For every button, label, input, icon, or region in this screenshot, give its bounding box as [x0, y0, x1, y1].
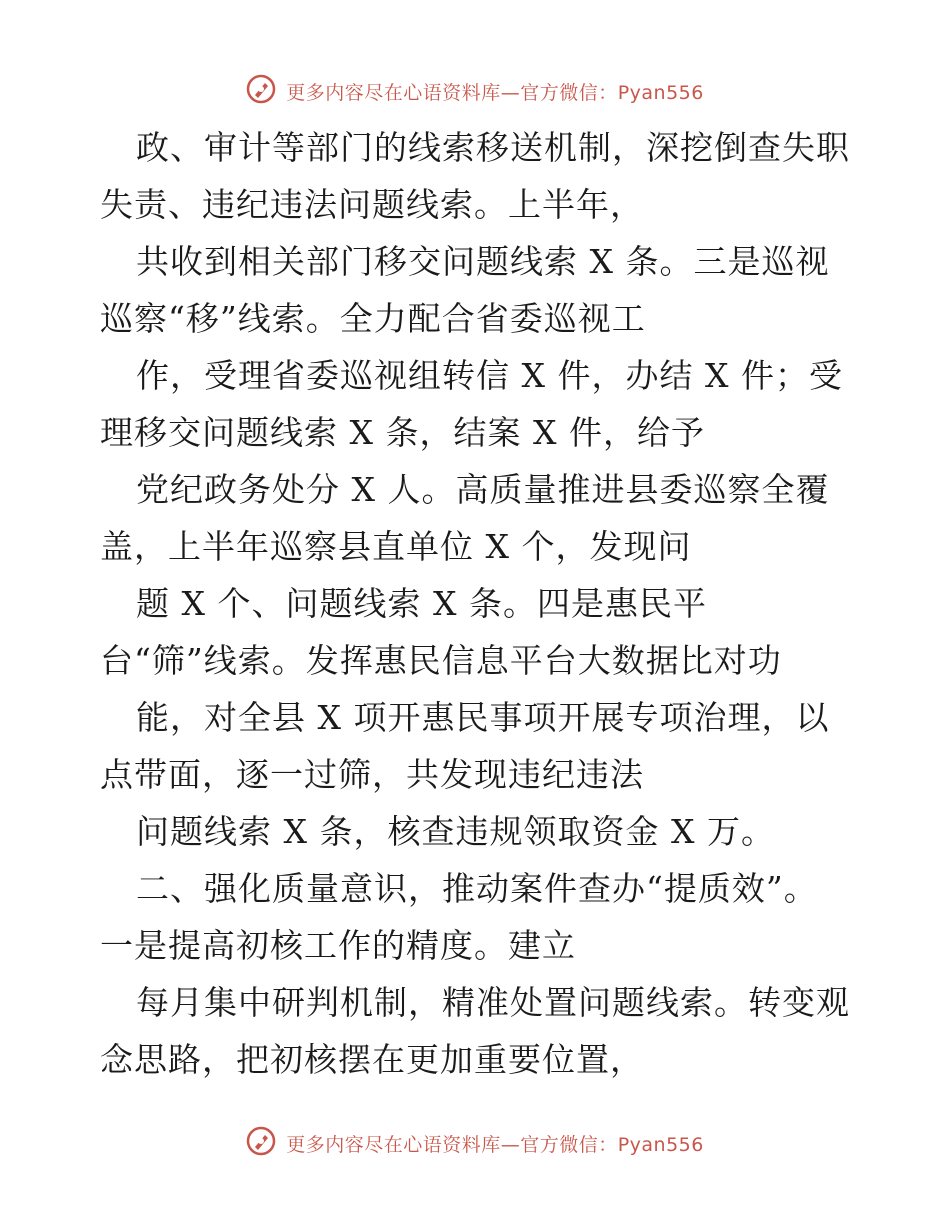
text-line: 每月集中研判机制，精准处置问题线索。转变观: [136, 983, 850, 1022]
text-line: 共收到相关部门移交问题线索 X 条。三是巡视: [136, 242, 830, 281]
text-line: 题 X 个、问题线索 X 条。四是惠民平: [136, 584, 707, 623]
header-watermark-text: 更多内容尽在心语资料库—官方微信：Pyan556: [286, 82, 704, 104]
text-line: 念思路，把初核摆在更加重要位置，: [100, 1040, 644, 1079]
header-watermark: [0, 74, 950, 109]
footer-watermark: [0, 1126, 950, 1161]
text-line: 二、强化质量意识，推动案件查办“提质效”。: [136, 869, 818, 908]
text-line: 政、审计等部门的线索移送机制，深挖倒查失职: [136, 128, 850, 167]
pen-logo-icon: [246, 1126, 276, 1161]
text-line: 理移交问题线索 X 条，结案 X 件，给予: [100, 413, 705, 452]
pen-logo-icon: [246, 74, 276, 109]
text-line: 点带面，逐一过筛，共发现违纪违法: [100, 755, 644, 794]
footer-watermark-text: 更多内容尽在心语资料库—官方微信：Pyan556: [286, 1134, 704, 1156]
text-line: 盖，上半年巡察县直单位 X 个，发现问: [100, 527, 692, 566]
text-line: 作，受理省委巡视组转信 X 件，办结 X 件；受: [136, 356, 843, 395]
text-line: 巡察“移”线索。全力配合省委巡视工: [100, 299, 646, 338]
text-line: 问题线索 X 条，核查违规领取资金 X 万。: [136, 812, 775, 851]
text-line: 党纪政务处分 X 人。高质量推进县委巡察全覆: [136, 470, 830, 509]
text-line: 一是提高初核工作的精度。建立: [100, 926, 576, 965]
document-body: [100, 124, 860, 1093]
text-line: 失责、违纪违法问题线索。上半年，: [100, 185, 644, 224]
text-line: 能，对全县 X 项开惠民事项开展专项治理，以: [136, 698, 830, 737]
text-line: 台“筛”线索。发挥惠民信息平台大数据比对功: [100, 641, 782, 680]
